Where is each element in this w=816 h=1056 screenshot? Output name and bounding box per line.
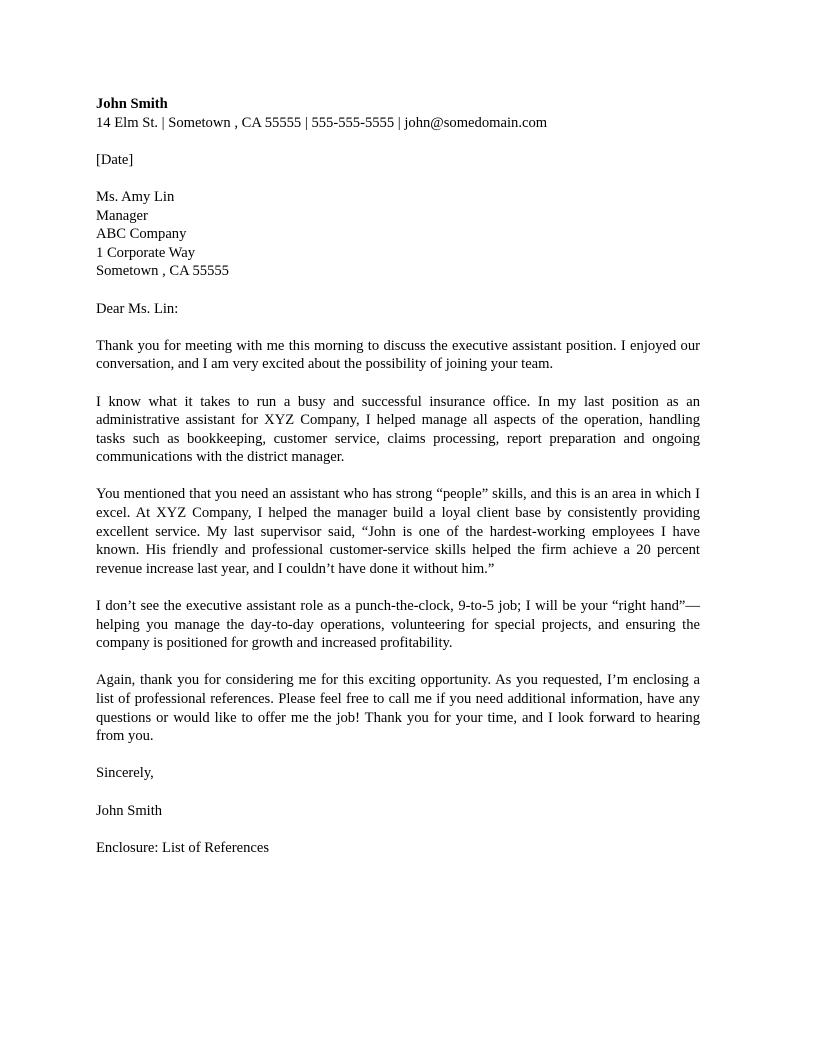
- recipient-title: Manager: [96, 207, 148, 224]
- spacer: [96, 467, 700, 486]
- salutation: Dear Ms. Lin:: [96, 300, 179, 317]
- letter-page: [96, 95, 700, 857]
- spacer: [96, 820, 700, 839]
- spacer: [96, 132, 700, 151]
- spacer: [96, 783, 700, 802]
- recipient-city-line: Sometown , CA 55555: [96, 263, 229, 280]
- spacer: [96, 374, 700, 393]
- recipient-street: 1 Corporate Way: [96, 244, 196, 261]
- spacer: [96, 281, 700, 300]
- sender-contact-line: 14 Elm St. | Sometown , CA 55555 | 555-555-5555 | john@somedomain.com: [96, 114, 548, 131]
- spacer: [96, 318, 700, 337]
- sender-name: John Smith: [96, 96, 168, 112]
- spacer: [96, 169, 700, 188]
- closing: Sincerely,: [96, 765, 154, 782]
- signature-name: John Smith: [96, 802, 163, 819]
- spacer: [96, 653, 700, 672]
- recipient-name: Ms. Amy Lin: [96, 188, 175, 205]
- enclosure-line: Enclosure: List of References: [96, 839, 270, 856]
- body-paragraph-2: I know what it takes to run a busy and successful insurance office. In my last position as an administrative assistant for XYZ Company, I helped manage all aspects of the operation, handling tasks such as bookkeeping, customer service, claims processing, report preparation and ongoing communications with the district manager.: [96, 393, 700, 466]
- letter-date: [Date]: [96, 151, 134, 168]
- body-paragraph-5: Again, thank you for considering me for this exciting opportunity. As you requested, I’m enclosing a list of professional references. Please feel free to call me if you need additional information, have any questions or would like to offer me the job! Thank you for your time, and I look forward to hearing from you.: [96, 672, 700, 745]
- spacer: [96, 746, 700, 765]
- recipient-company: ABC Company: [96, 226, 187, 243]
- body-paragraph-3: You mentioned that you need an assistant who has strong “people” skills, and this is an area in which I excel. At XYZ Company, I helped the manager build a loyal client base by consistently providing excellent service. My last supervisor said, “John is one of the hardest-working employees I have known. His friendly and professional customer-service skills helped the firm achieve a 20 percent revenue increase last year, and I couldn’t have done it without him.”: [96, 486, 700, 577]
- body-paragraph-4: I don’t see the executive assistant role as a punch-the-clock, 9-to-5 job; I will be your “right hand”—helping you manage the day-to-day operations, volunteering for special projects, and ensuring the company is positioned for growth and increased profitability.: [96, 598, 700, 652]
- spacer: [96, 578, 700, 597]
- body-paragraph-1: Thank you for meeting with me this morning to discuss the executive assistant position. I enjoyed our conversation, and I am very excited about the possibility of joining your team.: [96, 337, 700, 373]
